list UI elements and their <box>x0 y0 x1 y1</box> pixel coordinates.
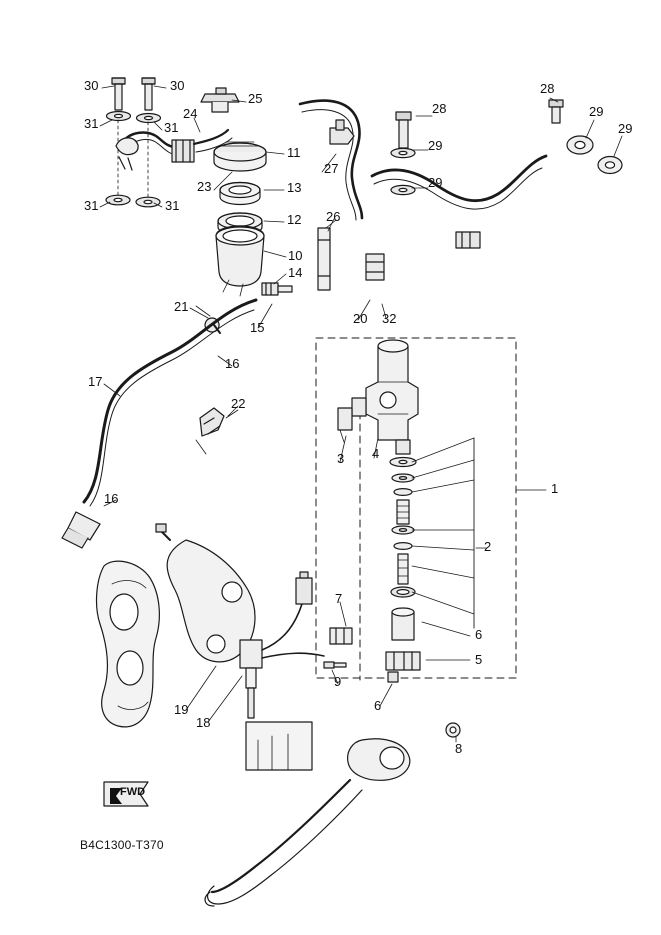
callout-7: 7 <box>335 591 343 606</box>
callout-14: 14 <box>288 265 303 280</box>
callout-31-lower-left: 31 <box>84 198 99 213</box>
callout-23: 23 <box>197 179 212 194</box>
callout-8: 8 <box>455 741 463 756</box>
callout-31-upper-left: 31 <box>84 116 99 131</box>
callout-6-upper: 6 <box>475 627 483 642</box>
callout-24: 24 <box>183 106 198 121</box>
callout-16-upper: 16 <box>225 356 240 371</box>
fwd-label: FWD <box>120 786 146 798</box>
diagram-code: B4C1300-T370 <box>80 838 164 852</box>
callout-19: 19 <box>174 702 189 717</box>
callout-31-upper-right: 31 <box>164 120 179 135</box>
callout-32: 32 <box>382 311 397 326</box>
callout-11: 11 <box>287 145 301 160</box>
callout-2: 2 <box>484 539 492 554</box>
callout-9: 9 <box>334 674 342 689</box>
callout-26: 26 <box>326 209 341 224</box>
callout-18: 18 <box>196 715 211 730</box>
callout-13: 13 <box>287 180 302 195</box>
callout-1: 1 <box>551 481 559 496</box>
callout-3: 3 <box>337 451 345 466</box>
callout-15: 15 <box>250 320 265 335</box>
callout-30-right: 30 <box>170 78 185 93</box>
callout-5: 5 <box>475 652 483 667</box>
callout-29-center-a: 29 <box>428 138 443 153</box>
callout-29-center-b: 29 <box>428 175 443 190</box>
callout-22: 22 <box>231 396 246 411</box>
callout-30-left: 30 <box>84 78 99 93</box>
callout-20: 20 <box>353 311 368 326</box>
callout-29-right-a: 29 <box>589 104 604 119</box>
callout-27: 27 <box>324 161 339 176</box>
callout-28-center: 28 <box>432 101 447 116</box>
callout-10: 10 <box>288 248 303 263</box>
callout-25: 25 <box>248 91 263 106</box>
callout-21: 21 <box>174 299 189 314</box>
callout-4: 4 <box>372 446 380 461</box>
callout-17: 17 <box>88 374 103 389</box>
callout-28-right: 28 <box>540 81 555 96</box>
callout-6-lower: 6 <box>374 698 382 713</box>
callout-29-right-b: 29 <box>618 121 633 136</box>
callout-12: 12 <box>287 212 302 227</box>
callout-16-lower: 16 <box>104 491 119 506</box>
callout-31-lower-right: 31 <box>165 198 180 213</box>
